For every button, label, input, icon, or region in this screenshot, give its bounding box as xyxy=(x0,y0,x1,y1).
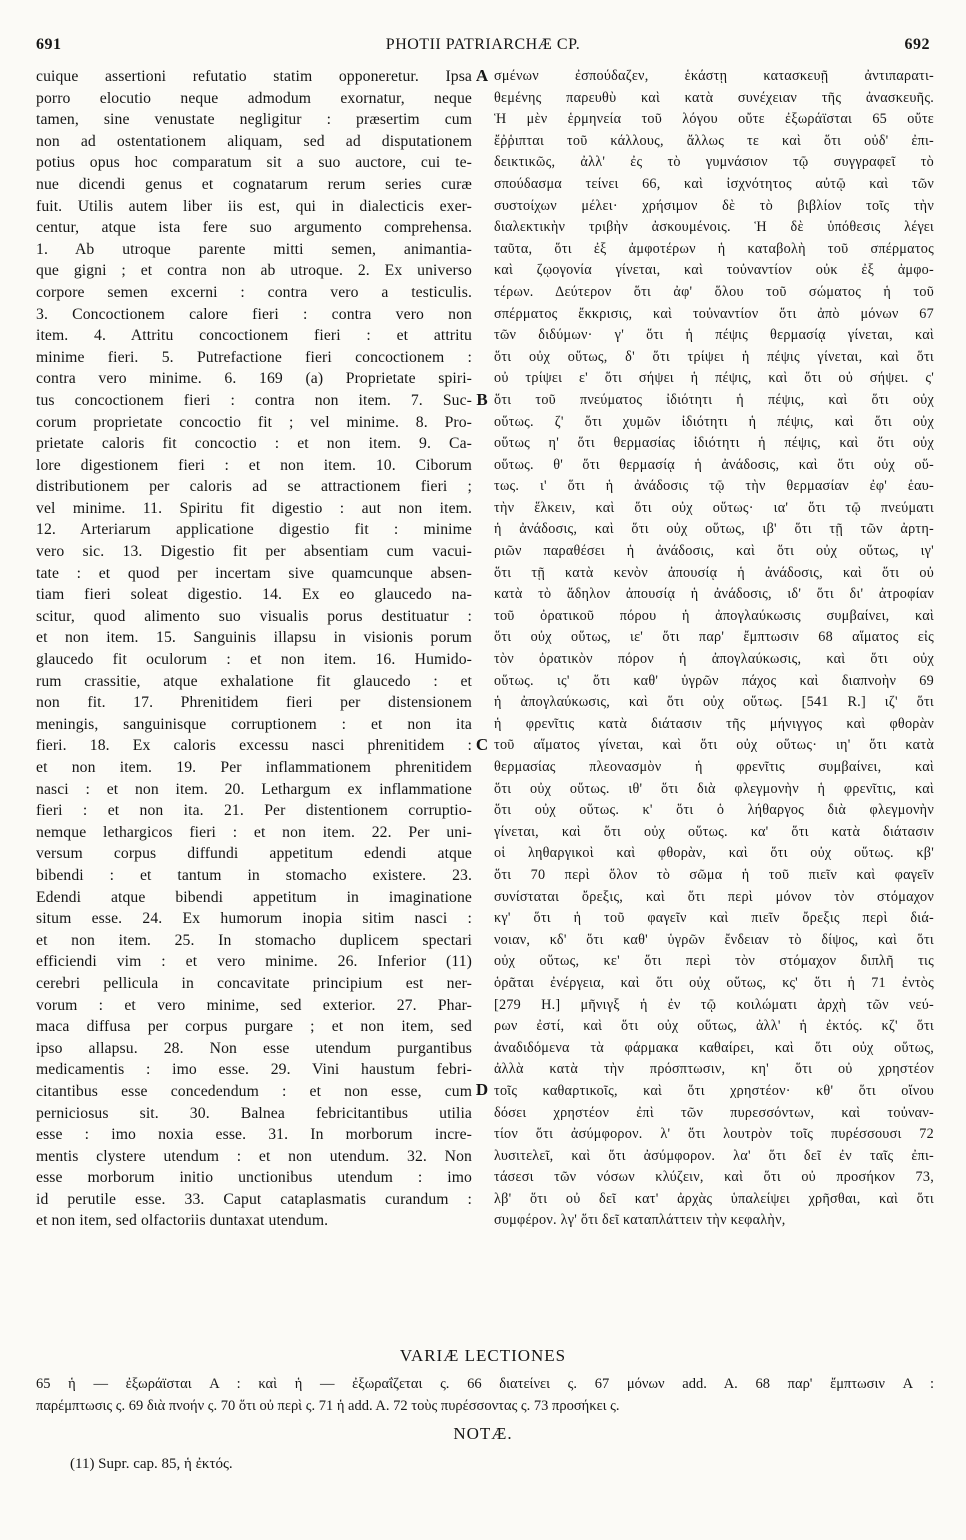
text-line: rum crassitie, atque exhalatione fit glaucedo : et xyxy=(36,672,472,690)
text-line: τοῦ ὀρατικοῦ πόρου ἡ ἀπογλαύκωσις συμβαίνει, καὶ xyxy=(494,607,934,624)
page-number-left: 691 xyxy=(36,36,62,53)
text-line: tamen, sine venustate negligitur : præsertim cum xyxy=(36,111,472,129)
text-line: κγ' ὅτι ἡ τοῦ φαγεῖν καὶ πιεῖν ὄρεξις περὶ διά- xyxy=(494,910,934,927)
text-line: λβ' ὅτι οὐ δεῖ κατ' ἀρχὰς ὑπαλείψει χρῆσθαι, καὶ ὅτι xyxy=(494,1190,934,1207)
text-line: οὕτως. ζ' ὅτι χυμῶν ἰδιότητι ἡ πέψις, καὶ ὅτι οὐχ xyxy=(494,413,934,430)
text-line: vel minime. 11. Spiritu fit digestio : aut non item. xyxy=(36,499,472,517)
text-line: ὅτι οὐχ οὕτως, ιε' ὅτι παρ' ἔμπτωσιν 68 αἵματος εἰς xyxy=(494,629,934,646)
text-line: fieri. 18. Ex caloris excessu nasci phrenitidem : xyxy=(36,737,472,755)
text-line: corpore semen excerni : contra vero a testiculis. xyxy=(36,283,472,301)
text-line: glaucedo fit oculorum : et non item. 16. Humido- xyxy=(36,651,472,669)
text-line: fuit. Utilis autem liber iis est, qui in dialecticis exer- xyxy=(36,197,472,215)
text-line: ρων ἐστί, καὶ ὅτι οὐχ οὕτως, ἀλλ' ἡ ἐκτός. κζ' ὅτι xyxy=(494,1018,934,1035)
text-line: Edendi atque bibendi appetitum in imaginatione xyxy=(36,888,472,906)
text-line: contra vero minime. 6. 169 (a) Proprietate spiri- xyxy=(36,370,472,388)
text-line: λυσιτελεῖ, καὶ ὅτι ἀσύμφορον. λα' ὅτι δεῖ ἐν ταῖς ἐπι- xyxy=(494,1147,934,1164)
text-line: vero sic. 13. Digestio fit per absentiam cum vacui- xyxy=(36,543,472,561)
text-line: ριῶν παραθέσει ἡ ἀνάδοσις, καὶ ὅτι οὐχ οὕτως, ιγ' xyxy=(494,543,934,560)
text-line: distributionem per caloris ad se attractionem fieri ; xyxy=(36,478,472,496)
text-line: τῶν διδύμων· γ' ὅτι ἡ πέψις θερμασίᾳ γίνεται, καὶ xyxy=(494,327,934,344)
text-line: et non item. 25. In stomacho duplicem spectari xyxy=(36,931,472,949)
text-line: ὅτι 70 περὶ ὅλον τὸ σῶμα ἡ τοῦ πιεῖν καὶ φαγεῖν xyxy=(494,866,934,883)
text-line: δόσει χρηστέον ἐπὶ τῶν πυρεσσόντων, καὶ τοὐναν- xyxy=(494,1104,934,1121)
text-line: τοῖς καθαρτικοῖς, καὶ ὅτι χρηστέον· κθ' ὅτι οἴνου xyxy=(494,1082,934,1099)
margin-marker-c: C xyxy=(475,735,489,754)
text-line: porro elocutio neque admodum exornatur, neque xyxy=(36,89,472,107)
text-line: θερμασίας πλεονασμὸν ἡ φρενῖτις συμβαίνει, καὶ xyxy=(494,759,934,775)
text-line: σμένων ἐσπούδαζεν, ἑκάστῃ κατασκευῇ ἀντιπαρατι- xyxy=(494,68,934,84)
margin-marker-a: A xyxy=(475,66,489,85)
text-line: tiam fieri soleat digestio. 14. Ex eo glaucedo na- xyxy=(36,586,472,604)
text-line: συμφέρον. λγ' ὅτι δεῖ καταπλάττειν τὴν κεφαλὴν, xyxy=(494,1212,786,1229)
text-line: διαλεκτικὴν τριβὴν ἀσκουμένοις. Ἡ δὲ ὑπόθεσις λέγει xyxy=(494,219,934,236)
running-header xyxy=(36,36,930,60)
margin-marker-b: B xyxy=(476,390,488,409)
text-line: ἀλλὰ κατὰ τὴν πρόσπτωσιν, κη' ὅτι οὐ χρηστέον xyxy=(494,1061,934,1078)
text-line: non fit. 17. Phrenitidem fieri per distensionem xyxy=(36,694,472,712)
text-line: θεμένης παρευθὺ καὶ κατὰ συνέχειαν τῆς ἀνασκευῆς. xyxy=(494,89,934,106)
text-line: potius opus hoc comparatum sit a suo auctore, cui te- xyxy=(36,154,472,172)
variae-lectiones-title: VARIÆ LECTIONES xyxy=(399,1346,567,1365)
text-line: centur, atque ista fere suo argumento comprehensa. xyxy=(36,219,472,237)
text-line: νοιαν, κδ' ὅτι καθ' ὑγρῶν ἔνδειαν τὸ δίψος, καὶ ὅτι xyxy=(494,931,934,948)
text-line: τοῦ αἵματος γίνεται, καὶ ὅτι οὐχ οὕτως· ιη' ὅτι κατὰ xyxy=(494,737,934,754)
text-line: οὕτως η' ὅτι θερμασίας ἰδιότητι ἡ πέψις, καὶ ὅτι οὐχ xyxy=(494,435,934,452)
text-line: situm esse. 24. Ex humorum inopia sitim nasci : xyxy=(36,910,472,928)
text-line: δεικτικῶς, ἀλλ' ἐς τὸ γυμνάσιον τῷ συγγραφεῖ τὸ xyxy=(494,154,934,171)
text-line: κατὰ τὸ ἄδηλον ἀπουσίᾳ ἡ ἀνάδοσις, ιδ' ὅτι δι' ἀτροφίαν xyxy=(494,586,934,603)
text-line: 12. Arteriarum applicatione digestio fit : minime xyxy=(36,521,472,539)
text-line: οὐχ οὕτως, κε' ὅτι περὶ τὸν στόμαχον διπλῆ τις xyxy=(494,953,934,970)
text-line: οὕτως. θ' ὅτι θερμασίᾳ ἡ ἀνάδοσις, καὶ ὅτι οὐχ οὕ- xyxy=(494,456,934,473)
text-line: maca diffusa per corpus purgare ; et non item, sed xyxy=(36,1018,472,1036)
text-line: tus concoctionem fieri : contra non item. 7. Suc- xyxy=(36,391,472,409)
text-line: meningis, sanguinisque corruptionem : et non ita xyxy=(36,715,472,733)
text-line: nue dicendi genus et cognatarum rerum series curæ xyxy=(36,175,472,193)
text-line: efficiendi vim : et vero minime. 26. Inferior (11) xyxy=(36,953,472,971)
text-line: 3. Concoctionem calore fieri : contra vero non xyxy=(36,305,472,323)
page-number-right: 692 xyxy=(904,36,930,53)
text-line: ὅτι οὐχ οὕτως. ιθ' ὅτι διὰ φλεγμονὴν ἡ φρενῖτις, καὶ xyxy=(494,780,934,797)
text-line: ἀναδιδόμενα τὰ φάρμακα καθαίρει, καὶ ὅτι οὐχ οὕτως, xyxy=(494,1039,934,1056)
text-line: corum proprietate concoctio fit ; vel minime. 8. Pro- xyxy=(36,413,472,431)
text-line: τως. ι' ὅτι ἡ ἀνάδοσις τῷ τὴν θερμασίαν ἐφ' ἑαυ- xyxy=(494,478,934,495)
text-line: tate : et quod per incertam sive quamcunque absen- xyxy=(36,564,472,582)
text-line: συνίσταται ὄρεξις, καὶ ὅτι περὶ μόνον τὸν στόμαχον xyxy=(494,888,934,905)
text-line: ταῦτα, ὅτι ἐξ ἀμφοτέρων ἡ καταβολὴ τοῦ σπέρματος xyxy=(494,240,934,257)
text-line: que gigni ; et contra non ab utroque. 2. Ex universo xyxy=(36,262,472,280)
text-line: οὐ τρίψει ε' ὅτι σήψει ἡ πέψις, καὶ ὅτι οὐ σήψει. ς' xyxy=(494,370,934,387)
text-line: 1. Ab utroque parente mitti semen, animantia- xyxy=(36,240,472,258)
text-line: et non item. 15. Sanguinis illapsu in visionis porum xyxy=(36,629,472,647)
text-line: ὅτι τῇ κατὰ κενὸν ἀπουσίᾳ ἡ ἀνάδοσις, καὶ ὅτι οὐ xyxy=(494,564,934,581)
text-line: οἱ ληθαργικοὶ καὶ φθορὰν, καὶ ὅτι οὐχ οὕτως. κβ' xyxy=(494,845,934,862)
greek-column xyxy=(494,66,934,1232)
text-line: cuique assertioni refutatio statim opponeretur. Ipsa xyxy=(36,68,472,85)
text-line: item. 4. Attritu concoctionem fieri : et attritu xyxy=(36,327,472,345)
text-line: minime fieri. 5. Putrefactione fieri concoctionem : xyxy=(36,348,472,366)
latin-column xyxy=(36,66,472,1232)
text-line: οὕτως. ις' ὅτι καθ' ὑγρῶν πάχος καὶ διαπνοὴν 69 xyxy=(494,672,934,689)
text-line: τὴν ἕλκειν, καὶ ὅτι οὐχ οὕτως· ια' ὅτι τῷ πνεύματι xyxy=(494,499,934,516)
text-line: fieri : et non ita. 21. Per distentionem corruptio- xyxy=(36,802,472,820)
text-line: τὸν ὀρατικὸν πόρον ἡ ἀπογλαύκωσις, καὶ ὅτι οὐχ xyxy=(494,651,934,668)
text-line: vorum : et vero minime, sed exterior. 27. Phar- xyxy=(36,996,472,1014)
text-line: esse : imo noxia esse. 31. In morborum incre- xyxy=(36,1126,472,1144)
text-line: versum corpus diffundi appetitum edendi atque xyxy=(36,845,472,863)
text-line: cerebri pellicula in concavitate principium est ner- xyxy=(36,974,472,992)
text-line: γίνεται, καὶ ὅτι οὐχ οὕτως. κα' ὅτι κατὰ διάτασιν xyxy=(494,823,934,840)
variae-line: 65 ἡ — ἐξωράϊσται A : καὶ ἡ — ἐξωραΐζεται ς. 66 διατείνει ς. 67 μόνων add. A. 68 παρ' ἔμπτωσιν A : xyxy=(36,1376,934,1392)
text-line: nasci : et non item. 20. Lethargum ex inflammatione xyxy=(36,780,472,798)
text-line: esse morborum initio unctionibus utendum : imo xyxy=(36,1169,472,1187)
text-line: non ad ostentationem aliquam, sed ad disputationem xyxy=(36,132,472,150)
text-line: mentis clystere utendum : et non utendum. 32. Non xyxy=(36,1147,472,1165)
text-line: medicamentis : imo esse. 29. Vini haustum febri- xyxy=(36,1061,472,1079)
text-line: ἡ ἀνάδοσις, καὶ ὅτι οὐχ οὕτως, ιβ' ὅτι τῇ τῶν ἀρτη- xyxy=(494,521,934,538)
text-line: lore digestionem fieri : et non item. 10. Ciborum xyxy=(36,456,472,474)
text-line: [279 H.] μῆνιγξ ἡ ἐν τῷ κοιλώματι ἀρχὴ τῶν νεύ- xyxy=(494,996,934,1013)
text-line: ἡ φρενῖτις κατὰ διάτασιν τῆς μήνιγγος καὶ φθορὰν xyxy=(494,715,934,732)
notae-title: NOTÆ. xyxy=(453,1424,513,1443)
text-line: scitur, quod alimento suo visualis porus destituatur : xyxy=(36,607,472,625)
text-line: ipso allapsu. 28. Non esse utendum purgantibus xyxy=(36,1039,472,1057)
text-line: σπέρματος ἔκκρισις, καὶ τοὐναντίον ὅτι ἀπὸ μόνων 67 xyxy=(494,305,934,322)
text-line: citantibus esse concedendum : et non esse, cum xyxy=(36,1082,472,1100)
text-line: Ἡ μὲν ἑρμηνεία τοῦ λόγου οὔτε ἐξωράϊσται 65 οὔτε xyxy=(494,111,934,128)
text-line: prietate caloris fit concoctio : et non item. 9. Ca- xyxy=(36,435,472,453)
variae-line: παρέμπτωσις ς. 69 διὰ πνοήν ς. 70 ὅτι οὐ περὶ ς. 71 ἡ add. A. 72 τοὺς πυρέσσοντας ς. 73 προσήκει ς. xyxy=(36,1398,620,1414)
text-line: τέρων. Δεύτερον ὅτι ἀφ' ὅλου τοῦ σώματος ἡ τοῦ xyxy=(494,283,934,300)
text-line: ὅτι οὐχ οὕτως, δ' ὅτι τρίψει ἡ πέψις γίνεται, καὶ ὅτι xyxy=(494,348,934,365)
text-line: τάσεσι τῶν νόσων κλύζειν, καὶ ὅτι οὐ προσήκον 73, xyxy=(494,1169,934,1186)
text-line: et non item. 19. Per inflammationem phrenitidem xyxy=(36,759,472,776)
text-line: ἔῤῥιπται τοῦ κάλλους, ἄλλως τε καὶ ὅτι οὐδ' ἐπι- xyxy=(494,132,934,149)
text-line: συστοίχων μέλει· χρήσιμον δὲ τὸ βιβλίον τοῖς τὴν xyxy=(494,197,934,214)
text-line: τίον ὅτι ἀσύμφορον. λ' ὅτι λουτρὸν τοῖς πυρέσσουσι 72 xyxy=(494,1126,934,1143)
text-line: id perutile esse. 33. Caput cataplasmatis curandum : xyxy=(36,1190,472,1208)
nota-text: (11) Supr. cap. 85, ἡ ἐκτός. xyxy=(70,1456,233,1472)
text-line: ἡ ἀπογλαύκωσις, καὶ ὅτι οὐχ οὕτως. [541 R.] ιζ' ὅτι xyxy=(494,694,934,711)
text-line: bibendi : et tantum in stomacho existere. 23. xyxy=(36,866,472,884)
text-line: καὶ ζῳογονία γίνεται, καὶ τοὐναντίον οὐκ ἐξ ἀμφο- xyxy=(494,262,934,279)
text-line: et non item, sed olfactoriis duntaxat utendum. xyxy=(36,1212,329,1230)
text-line: ὁρᾶται ἐνέργεια, καὶ ὅτι οὐχ οὕτως, κς' ὅτι ἡ 71 ἐντὸς xyxy=(494,974,934,991)
text-line: nemque lethargicos fieri : et non item. 22. Per uni- xyxy=(36,823,472,841)
page-title: PHOTII PATRIARCHÆ CP. xyxy=(385,36,581,53)
margin-marker-d: D xyxy=(475,1080,489,1099)
text-line: ὅτι τοῦ πνεύματος ἰδιότητι ἡ πέψις, καὶ ὅτι οὐχ xyxy=(494,391,934,408)
text-line: σπούδασμα τείνει 66, καὶ ἰσχνότητος αὐτῷ καὶ τῶν xyxy=(494,175,934,192)
text-line: ὅτι οὐχ οὕτως. κ' ὅτι ὁ λήθαργος διὰ φλεγμονὴν xyxy=(494,802,934,819)
text-line: perniciosus sit. 30. Balnea febricitantibus utilia xyxy=(36,1104,472,1122)
